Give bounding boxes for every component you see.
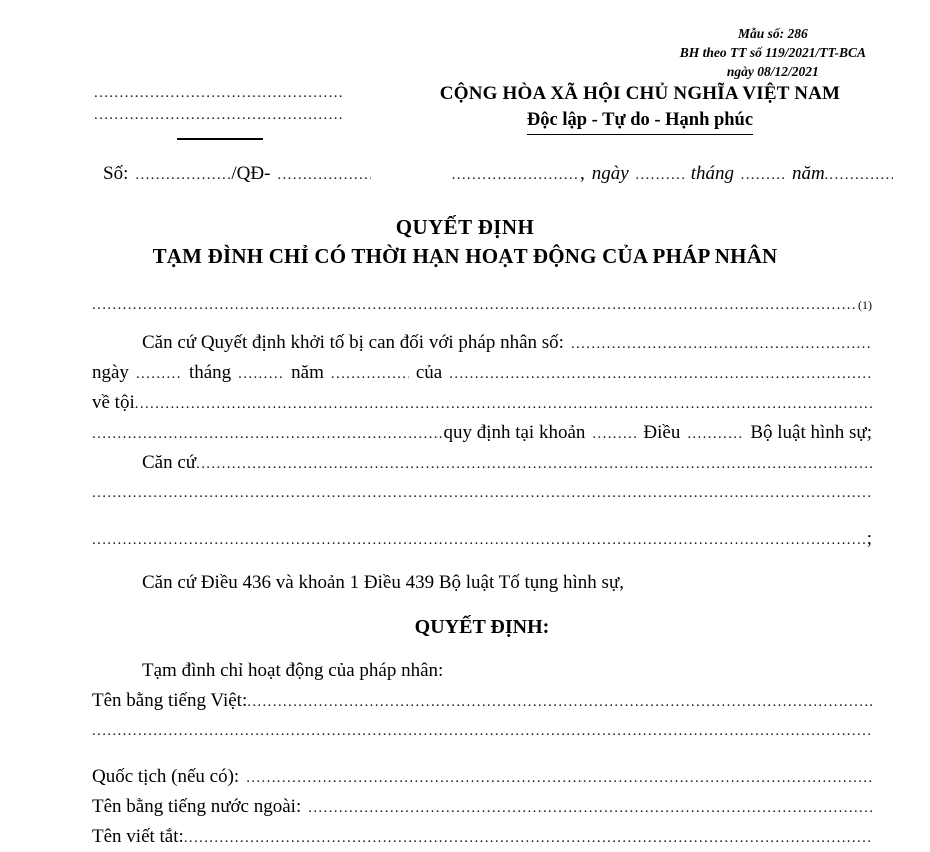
offence-row <box>92 388 872 418</box>
form-issued-under: BH theo TT số 119/2021/TT-BCA <box>679 45 866 60</box>
legal-basis-label: Căn cứ <box>142 452 197 473</box>
dotted-fill <box>94 86 344 101</box>
document-title-line-2: TẠM ĐÌNH CHỈ CÓ THỜI HẠN HOẠT ĐỘNG CỦA PHÁP NHÂN <box>152 244 778 268</box>
document-number-separator: /QĐ- <box>231 163 271 184</box>
name-vi-field[interactable] <box>247 695 872 710</box>
spacer <box>92 478 872 486</box>
name-foreign-field[interactable] <box>308 801 872 816</box>
name-vi-continuation-row <box>92 724 872 754</box>
issuing-office-line-1 <box>94 86 344 108</box>
provision-row <box>92 418 872 448</box>
form-issue-date: ngày 08/12/2021 <box>726 64 819 79</box>
spacer <box>92 516 872 524</box>
national-heading <box>380 82 900 135</box>
place-field[interactable] <box>452 168 580 183</box>
form-number: Mẫu số: 286 <box>737 26 808 41</box>
legal-basis-continuation-row-1 <box>92 486 872 516</box>
basis-issuer-field[interactable] <box>449 367 872 382</box>
issuing-office-line-2 <box>94 108 344 130</box>
abbreviation-field[interactable] <box>184 831 872 846</box>
name-vi-label: Tên bằng tiếng Việt: <box>92 690 248 711</box>
offence-continuation-field[interactable] <box>92 427 443 442</box>
clause-field[interactable] <box>592 427 636 442</box>
document-title <box>0 213 930 271</box>
basis-year-label: năm <box>291 362 324 383</box>
penal-code-label: Bộ luật hình sự; <box>750 422 872 443</box>
issuer-designation-row <box>92 298 872 328</box>
month-field[interactable] <box>741 168 785 183</box>
basis-decision-date-row <box>92 358 872 388</box>
suspend-row <box>92 656 872 686</box>
place-date-comma: , <box>580 163 585 184</box>
suspend-label: Tạm đình chỉ hoạt động của pháp nhân: <box>142 660 444 681</box>
month-label: tháng <box>690 163 734 184</box>
place-date-line <box>452 161 893 187</box>
document-number-label: Số: <box>103 163 129 184</box>
day-field[interactable] <box>636 168 684 183</box>
legal-basis-field[interactable] <box>196 457 872 472</box>
name-foreign-label: Tên bằng tiếng nước ngoài: <box>92 796 302 817</box>
basis-of-label: của <box>415 362 443 383</box>
nationality-field[interactable] <box>246 771 872 786</box>
document-title-line-1: QUYẾT ĐỊNH <box>395 215 535 239</box>
form-stamp <box>680 24 866 81</box>
abbreviation-row <box>92 822 872 852</box>
article-field[interactable] <box>687 427 743 442</box>
document-number-suffix-field[interactable] <box>277 168 371 183</box>
year-field[interactable] <box>825 168 893 183</box>
national-motto: Độc lập - Tự do - Hạnh phúc <box>527 108 753 135</box>
name-foreign-row <box>92 792 872 822</box>
basis-month-field[interactable] <box>238 367 284 382</box>
spacer <box>92 716 872 724</box>
basis-day-label: ngày <box>92 362 129 383</box>
basis-day-field[interactable] <box>136 367 182 382</box>
legal-basis-continuation-field-2[interactable] <box>92 533 867 548</box>
legal-basis-semicolon: ; <box>866 528 872 549</box>
dotted-fill <box>94 108 344 123</box>
issuer-designation-field[interactable] <box>92 298 857 313</box>
offence-label: về tội <box>92 392 135 413</box>
document-number-line <box>103 161 371 187</box>
footnote-marker-1: (1) <box>858 298 872 312</box>
nationality-row <box>92 762 872 792</box>
provision-label: quy định tại khoản <box>443 422 586 443</box>
legal-basis-continuation-row-2 <box>92 524 872 554</box>
document-body <box>92 298 872 852</box>
legal-basis-row <box>92 448 872 478</box>
procedure-basis-row <box>92 568 872 598</box>
issuing-office-block <box>94 86 344 140</box>
spacer <box>92 554 872 568</box>
spacer <box>92 598 872 612</box>
name-vi-continuation-field[interactable] <box>92 724 872 739</box>
procedure-basis-text: Căn cứ Điều 436 và khoản 1 Điều 439 Bộ luật Tố tụng hình sự, <box>142 572 624 593</box>
document-number-field[interactable] <box>135 168 231 183</box>
year-label: năm <box>791 163 825 184</box>
name-vi-row <box>92 686 872 716</box>
article-label: Điều <box>643 422 681 443</box>
offence-field[interactable] <box>135 397 872 412</box>
office-divider-rule <box>177 138 263 140</box>
spacer <box>92 754 872 762</box>
legal-basis-continuation-field-1[interactable] <box>92 486 872 501</box>
basis-month-label: tháng <box>188 362 232 383</box>
spacer <box>92 642 872 656</box>
decides-heading: QUYẾT ĐỊNH: <box>414 616 550 638</box>
abbreviation-label: Tên viết tắt: <box>92 826 184 847</box>
basis-decision-label: Căn cứ Quyết định khởi tố bị can đối với pháp nhân số: <box>142 332 564 353</box>
nationality-label: Quốc tịch (nếu có): <box>92 766 240 787</box>
basis-decision-row <box>92 328 872 358</box>
basis-decision-number-field[interactable] <box>571 337 872 352</box>
day-label: ngày <box>591 163 629 184</box>
country-name: CỘNG HÒA XÃ HỘI CHỦ NGHĨA VIỆT NAM <box>439 83 841 104</box>
basis-year-field[interactable] <box>331 367 409 382</box>
